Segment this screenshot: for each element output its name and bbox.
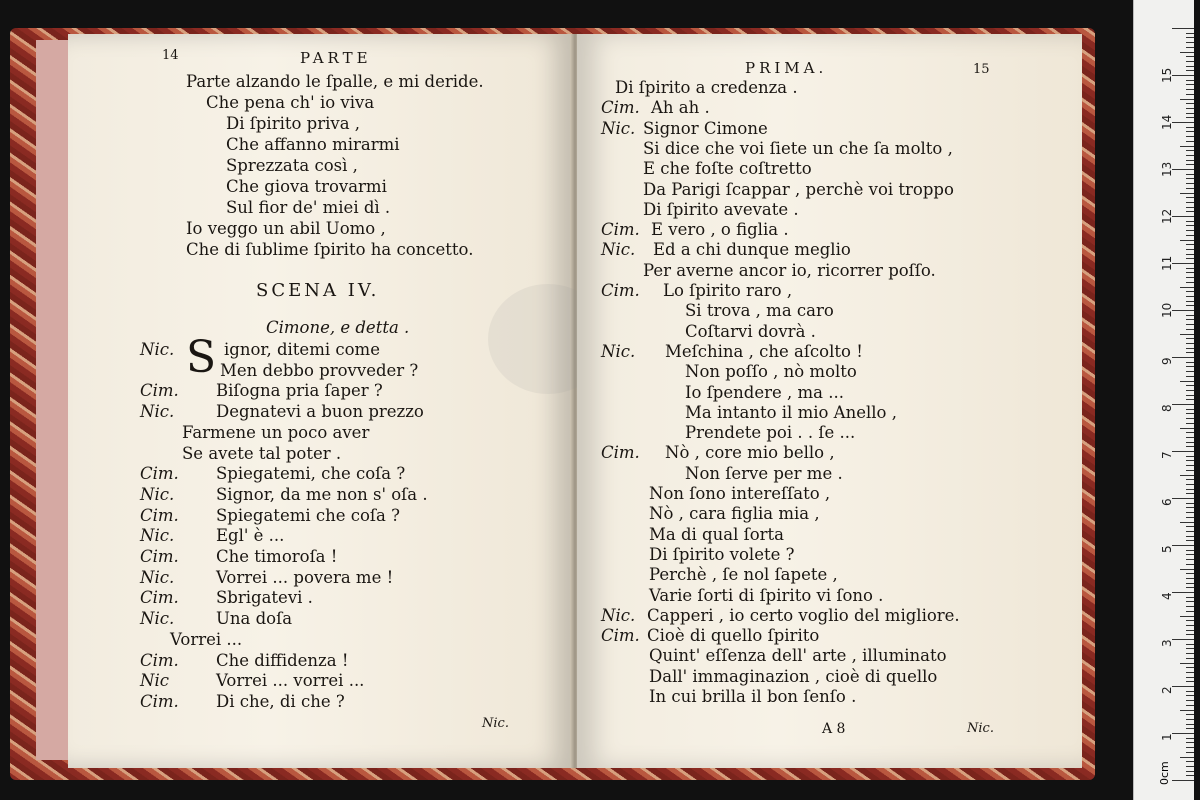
ruler-tick [1186,329,1194,330]
ruler-tick [1186,728,1194,729]
ruler-tick [1186,691,1194,692]
speaker-label: Cim. [601,98,640,118]
ruler-tick [1186,305,1194,306]
ruler-tick [1186,127,1194,128]
ruler-tick [1172,592,1194,593]
text-line: Varie ſorti di ſpirito vi ſono . [649,585,884,605]
ruler-tick [1186,437,1194,438]
ruler-tick [1186,597,1194,598]
ruler-tick [1186,301,1194,302]
ruler-tick [1186,268,1194,269]
ruler-tick [1186,155,1194,156]
text-line: Sbrigatevi . [216,588,313,608]
ruler-tick [1186,66,1194,67]
ruler-tick [1186,94,1194,95]
text-line: Non poſſo , nò molto [685,362,857,382]
speaker-label: Cim. [140,547,179,566]
ruler-tick [1186,700,1194,701]
running-head: PARTE [300,49,372,67]
speaker-label: Cim. [140,691,179,711]
ruler-tick [1186,37,1194,38]
text-line: Che giova trovarmi [226,177,387,196]
ruler-tick [1186,423,1194,424]
ruler-tick [1186,442,1194,443]
ruler-tick [1186,503,1194,504]
ruler-tick [1186,531,1194,532]
ruler-tick [1186,211,1194,212]
speaker-label: Nic. [140,526,175,546]
text-line: Farmene un poco aver [182,422,370,442]
speaker-label: Nic. [601,240,636,260]
ruler-tick [1186,550,1194,551]
ruler-tick [1186,578,1194,579]
ruler-number: 13 [1160,161,1174,177]
ruler-tick [1186,573,1194,574]
ruler-tick [1180,240,1194,241]
text-line: Signor, da me non s' oſa . [216,484,428,504]
ruler-tick [1186,705,1194,706]
text-line: Cioè di quello ſpirito [647,626,820,646]
ruler-tick [1186,583,1194,584]
ruler-tick [1186,695,1194,696]
measurement-ruler [1133,0,1194,800]
ruler-tick [1186,714,1194,715]
ruler-tick [1186,47,1194,48]
ruler-tick [1186,108,1194,109]
text-line: Capperi , io certo voglio del migliore. [647,605,960,625]
text-line: Spiegatemi, che coſa ? [216,464,406,484]
catchword: Nic. [967,721,994,736]
speaker-label: Cim. [140,381,179,401]
ruler-tick [1180,757,1194,758]
right-page [577,34,1082,768]
page-number: 15 [973,62,990,77]
ruler-tick [1186,395,1194,396]
ruler-tick [1186,724,1194,725]
ruler-tick [1186,630,1194,631]
ruler-tick [1186,672,1194,673]
ruler-tick [1172,263,1194,264]
text-line: Che pena ch' io viva [206,93,375,112]
ruler-tick [1186,512,1194,513]
text-line: Si trova , ma caro [685,301,834,321]
ruler-tick [1186,456,1194,457]
ruler-tick [1186,150,1194,151]
text-line: Di ſpirito priva , [226,114,361,133]
ruler-tick [1186,174,1194,175]
speaker-label: Cim. [601,281,640,300]
text-line: Biſogna pria ſaper ? [216,381,383,401]
ruler-tick [1186,681,1194,682]
ruler-tick [1186,752,1194,753]
text-line: Vorrei ... vorrei ... [216,671,365,691]
ruler-tick [1186,366,1194,367]
speaker-label: Nic. [140,402,175,422]
ruler-number: 3 [1160,639,1174,647]
ruler-tick [1180,193,1194,194]
speaker-label: Nic [140,671,169,691]
ruler-tick [1186,113,1194,114]
text-line: Ma di qual ſorta [649,524,785,544]
ruler-tick [1180,52,1194,53]
ruler-tick [1186,343,1194,344]
scene-title: SCENA IV. [256,280,380,301]
ruler-number: 5 [1160,545,1174,553]
ruler-tick [1186,620,1194,621]
ruler-tick [1186,188,1194,189]
ruler-tick [1186,667,1194,668]
text-line: Di che, di che ? [216,691,345,711]
ruler-tick [1186,479,1194,480]
ruler-tick [1186,249,1194,250]
text-line: Vorrei ... povera me ! [216,567,394,587]
catchword: Nic. [482,716,509,731]
speaker-label: Nic. [140,567,175,587]
ruler-tick [1180,475,1194,476]
ruler-tick [1186,56,1194,57]
ruler-tick [1186,183,1194,184]
ruler-tick [1186,644,1194,645]
ruler-tick [1186,446,1194,447]
ruler-tick [1186,89,1194,90]
ruler-tick [1180,663,1194,664]
speaker-label: Cim. [601,443,640,463]
text-line: Di ſpirito volete ? [649,544,795,564]
text-line: Si dice che voi ſiete un che ſa molto , [643,138,953,158]
text-line: Una doſa [216,609,293,629]
text-line: Per averne ancor io, ricorrer poſſo. [643,260,936,280]
ruler-tick [1172,545,1194,546]
ruler-tick [1180,428,1194,429]
text-line: Che affanno mirarmi [226,135,400,154]
ruler-tick [1186,559,1194,560]
ruler-tick [1172,216,1194,217]
ruler-tick [1186,362,1194,363]
ruler-tick [1180,334,1194,335]
ruler-tick [1180,710,1194,711]
ruler-tick [1186,315,1194,316]
ruler-tick [1186,747,1194,748]
speaker-label: Cim. [140,588,179,608]
ruler-number: 15 [1160,67,1174,83]
ruler-number: 8 [1160,404,1174,412]
ruler-tick [1172,733,1194,734]
ruler-tick [1186,738,1194,739]
text-line: Di ſpirito avevate . [643,199,799,219]
ruler-tick [1186,742,1194,743]
text-line: Io ſpendere , ma ... [685,382,844,402]
ruler-tick [1172,310,1194,311]
left-page [68,34,573,768]
ruler-tick [1186,526,1194,527]
ruler-tick [1186,80,1194,81]
ruler-tick [1180,522,1194,523]
text-line: Vorrei ... [170,629,243,649]
ruler-tick [1186,587,1194,588]
ruler-tick [1186,489,1194,490]
text-line: Non ſono intereſſato , [649,484,831,503]
ruler-tick [1186,230,1194,231]
ruler-tick [1186,390,1194,391]
ruler-tick [1172,122,1194,123]
ruler-tick [1186,131,1194,132]
text-line: Degnatevi a buon prezzo [216,402,424,422]
speaker-label: Cim. [140,464,179,484]
text-line: Nò , core mio bello , [665,443,835,463]
text-line: Se avete tal poter . [182,443,342,463]
ruler-tick [1186,244,1194,245]
text-line: Quint' eſſenza dell' arte , illuminato [649,646,947,666]
speaker-label: Cim. [140,505,179,525]
text-line: Parte alzando le ſpalle, e mi deride. [186,72,484,91]
ruler-tick [1186,399,1194,400]
page-number: 14 [162,48,179,63]
ruler-tick [1186,164,1194,165]
ruler-number: 1 [1160,733,1174,741]
ruler-tick [1180,99,1194,100]
ruler-tick [1186,117,1194,118]
ruler-tick [1180,616,1194,617]
ruler-tick [1186,103,1194,104]
speaker-label: Nic. [140,609,175,629]
ruler-tick [1172,780,1194,781]
ruler-tick [1186,601,1194,602]
text-line: Spiegatemi che coſa ? [216,505,400,525]
ruler-tick [1186,348,1194,349]
ruler-tick [1180,287,1194,288]
speaker-label: Cim. [140,650,179,670]
text-line: Da Parigi ſcappar , perchè voi troppo [643,179,954,199]
ruler-number: 4 [1160,592,1174,600]
ruler-tick [1186,653,1194,654]
text-line: Che timoroſa ! [216,547,338,566]
speaker-label: Nic. [140,340,175,359]
ruler-unit: 0cm [1158,761,1171,785]
ruler-tick [1186,282,1194,283]
ruler-tick [1186,470,1194,471]
ruler-tick [1180,146,1194,147]
ruler-tick [1186,61,1194,62]
ruler-tick [1172,169,1194,170]
ruler-tick [1186,254,1194,255]
ruler-tick [1186,33,1194,34]
ruler-tick [1186,42,1194,43]
text-line: Perchè , ſe nol ſapete , [649,565,838,585]
text-line: Sprezzata così , [226,156,358,175]
ruler-tick [1186,221,1194,222]
text-line: Coſtarvi dovrà . [685,321,816,341]
text-line: Che di ſublime ſpirito ha concetto. [186,240,474,259]
text-line: Ma intanto il mio Anello , [685,402,897,422]
signature-mark: A 8 [822,721,846,737]
ruler-tick [1186,70,1194,71]
ruler-tick [1172,404,1194,405]
ruler-tick [1172,639,1194,640]
ruler-tick [1186,761,1194,762]
ruler-tick [1186,291,1194,292]
ruler-tick [1186,648,1194,649]
ruler-tick [1172,28,1194,29]
text-line: Men debbo provveder ? [220,360,419,380]
ruler-tick [1186,324,1194,325]
speaker-label: Nic. [601,605,636,625]
ruler-tick [1186,418,1194,419]
ruler-tick [1186,564,1194,565]
speaker-label: Nic. [140,484,175,504]
ruler-tick [1172,498,1194,499]
text-line: Lo ſpirito raro , [663,281,793,300]
ruler-tick [1186,319,1194,320]
text-line: In cui brilla il bon ſenſo . [649,687,857,706]
ruler-tick [1186,658,1194,659]
text-line: Nò , cara figlia mia , [649,504,820,524]
text-line: Meſchina , che aſcolto ! [665,341,863,361]
ruler-tick [1180,381,1194,382]
drop-cap: S [186,332,217,383]
ruler-tick [1186,207,1194,208]
text-line: Non ſerve per me . [685,463,843,483]
ruler-tick [1186,465,1194,466]
ruler-tick [1186,766,1194,767]
text-line: Egl' è ... [216,526,285,546]
ruler-tick [1186,277,1194,278]
ruler-tick [1186,432,1194,433]
text-line: Ed a chi dunque meglio [653,240,851,260]
text-line: Dall' immaginazion , cioè di quello [649,666,938,686]
ruler-tick [1186,376,1194,377]
ruler-number: 14 [1160,114,1174,130]
ruler-tick [1186,460,1194,461]
ruler-tick [1186,536,1194,537]
text-line: E che foſte coſtretto [643,159,812,179]
text-line: Di ſpirito a credenza . [615,78,798,97]
ruler-number: 7 [1160,451,1174,459]
ruler-tick [1186,258,1194,259]
ruler-tick [1186,677,1194,678]
ruler-tick [1186,338,1194,339]
ruler-tick [1172,357,1194,358]
ruler-tick [1186,493,1194,494]
ruler-tick [1172,686,1194,687]
ruler-tick [1186,484,1194,485]
ruler-tick [1180,569,1194,570]
ruler-tick [1186,178,1194,179]
ruler-number: 6 [1160,498,1174,506]
ruler-tick [1186,409,1194,410]
text-line: Sul fior de' miei dì . [226,198,391,217]
ruler-number: 10 [1160,302,1174,318]
ruler-tick [1186,202,1194,203]
ruler-tick [1186,775,1194,776]
ruler-number: 2 [1160,686,1174,694]
ruler-tick [1186,517,1194,518]
ruler-tick [1186,136,1194,137]
ruler-tick [1186,606,1194,607]
ruler-tick [1186,235,1194,236]
ruler-tick [1186,771,1194,772]
ruler-tick [1186,272,1194,273]
ruler-tick [1186,719,1194,720]
ruler-tick [1186,611,1194,612]
ruler-tick [1186,554,1194,555]
ruler-tick [1186,385,1194,386]
ruler-tick [1186,296,1194,297]
ruler-number: 12 [1160,208,1174,224]
ruler-tick [1186,160,1194,161]
speaker-label: Nic. [601,118,636,138]
ruler-tick [1172,451,1194,452]
ruler-tick [1186,507,1194,508]
ruler-tick [1186,625,1194,626]
running-head: PRIMA. [745,59,828,77]
speaker-label: Cim. [601,626,640,646]
text-line: E vero , o figlia . [651,220,789,240]
ruler-tick [1186,84,1194,85]
speaker-label: Nic. [601,341,636,361]
ruler-tick [1186,225,1194,226]
ruler-tick [1186,634,1194,635]
speaker-label: Cim. [601,220,640,240]
ruler-tick [1172,75,1194,76]
ruler-tick [1186,540,1194,541]
ruler-tick [1186,371,1194,372]
ruler-number: 9 [1160,357,1174,365]
text-line: Io veggo un abil Uomo , [186,219,386,238]
ruler-tick [1186,352,1194,353]
ruler-tick [1186,413,1194,414]
text-line: ignor, ditemi come [224,340,380,359]
text-line: Ah ah . [651,98,710,118]
text-line: Signor Cimone [643,118,768,138]
ruler-tick [1186,197,1194,198]
text-line: Che diffidenza ! [216,650,349,670]
ruler-tick [1186,141,1194,142]
text-line: Prendete poi . . ſe ... [685,423,856,443]
character-list: Cimone, e detta . [266,318,410,337]
ruler-number: 11 [1160,255,1174,271]
